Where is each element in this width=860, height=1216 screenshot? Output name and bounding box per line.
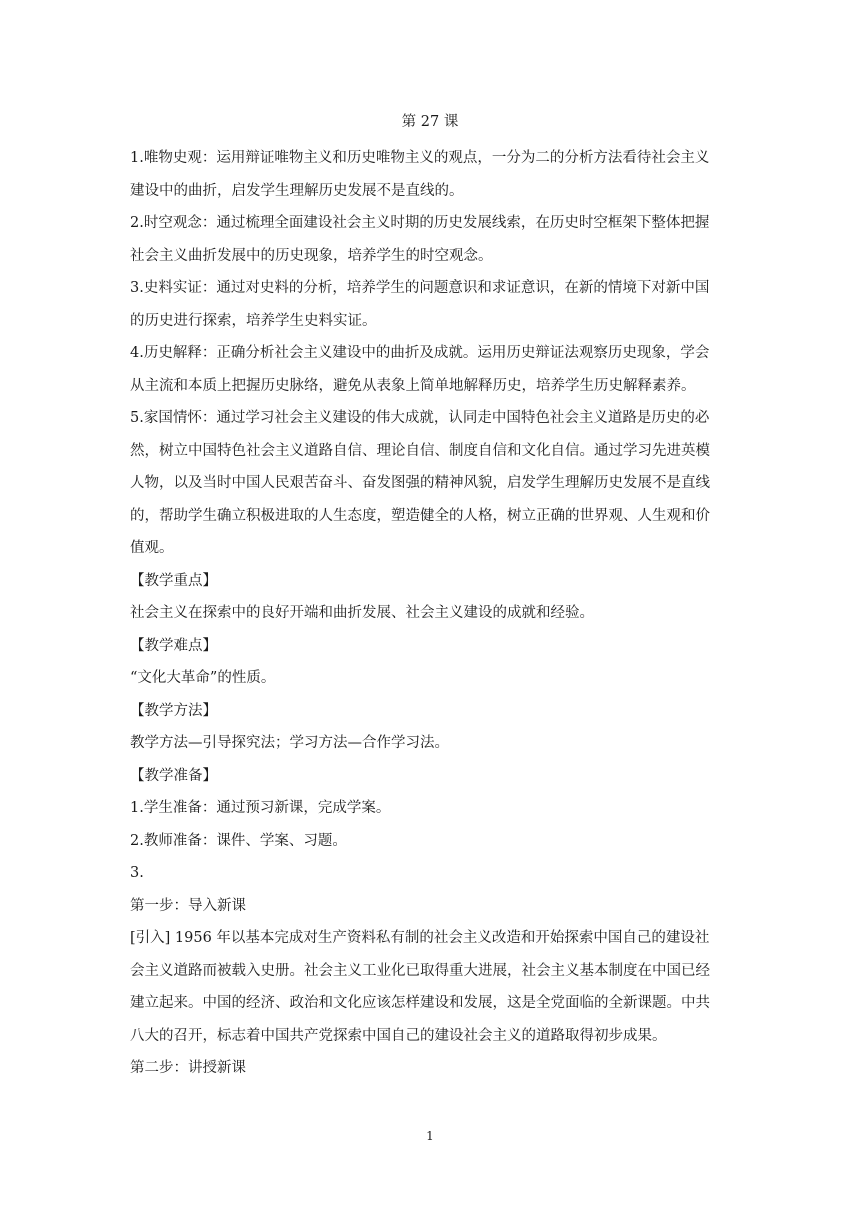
document-line: [引入] 1956 年以基本完成对生产资料私有制的社会主义改造和开始探索中国自己的建设社	[130, 930, 710, 946]
document-line: 5.家国情怀：通过学习社会主义建设的伟大成就，认同走中国特色社会主义道路是历史的必	[130, 410, 710, 426]
document-line: 1.唯物史观：运用辩证唯物主义和历史唯物主义的观点，一分为二的分析方法看待社会主义	[130, 150, 710, 166]
document-line: 社会主义曲折发展中的历史现象，培养学生的时空观念。	[130, 247, 493, 264]
document-line: 八大的召开，标志着中国共产党探索中国自己的建设社会主义的道路取得初步成果。	[130, 1027, 667, 1044]
lesson-title: 第 27 课	[401, 114, 459, 130]
document-line: 从主流和本质上把握历史脉络，避免从表象上简单地解释历史，培养学生历史解释素养。	[130, 377, 696, 394]
document-line: 【教学方法】	[130, 702, 217, 719]
document-line: 2.教师准备：课件、学案、习题。	[130, 832, 347, 849]
document-line: 值观。	[130, 540, 174, 556]
document-line: 建设中的曲折，启发学生理解历史发展不是直线的。	[130, 182, 464, 199]
document-line: 【教学难点】	[130, 637, 217, 654]
document-line: 的历史进行探索，培养学生史料实证。	[130, 312, 377, 329]
document-line: 1.学生准备：通过预习新课，完成学案。	[130, 800, 391, 816]
document-line: 会主义道路而被载入史册。社会主义工业化已取得重大进展，社会主义基本制度在中国已经	[130, 962, 710, 979]
document-line: 3.史料实证：通过对史料的分析，培养学生的问题意识和求证意识，在新的情境下对新中国	[130, 280, 710, 296]
document-line: 4.历史解释：正确分析社会主义建设中的曲折及成就。运用历史辩证法观察历史现象，学会	[130, 345, 710, 361]
document-line: 第二步：讲授新课	[130, 1060, 246, 1076]
document-line: 建立起来。中国的经济、政治和文化应该怎样建设和发展，这是全党面临的全新课题。中共	[130, 995, 710, 1011]
document-line: 教学方法—引导探究法；学习方法—合作学习法。	[130, 735, 449, 751]
document-line: 的，帮助学生确立积极进取的人生态度，塑造健全的人格，树立正确的世界观、人生观和价	[130, 507, 710, 524]
document-line: 3.	[130, 865, 144, 881]
document-line: 第一步：导入新课	[130, 897, 246, 914]
document-line: 2.时空观念：通过梳理全面建设社会主义时期的历史发展线索，在历史时空框架下整体把握	[130, 215, 710, 231]
document-line: 【教学重点】	[130, 572, 217, 589]
document-line: 社会主义在探索中的良好开端和曲折发展、社会主义建设的成就和经验。	[130, 605, 594, 621]
document-line: 然，树立中国特色社会主义道路自信、理论自信、制度自信和文化自信。通过学习先进英模	[130, 442, 710, 459]
document-line: 人物，以及当时中国人民艰苦奋斗、奋发图强的精神风貌，启发学生理解历史发展不是直线	[130, 475, 710, 491]
document-line: “文化大革命”的性质。	[130, 670, 276, 686]
document-line: 【教学准备】	[130, 767, 217, 784]
page-number: 1	[426, 1129, 434, 1143]
document-body	[130, 142, 732, 1085]
